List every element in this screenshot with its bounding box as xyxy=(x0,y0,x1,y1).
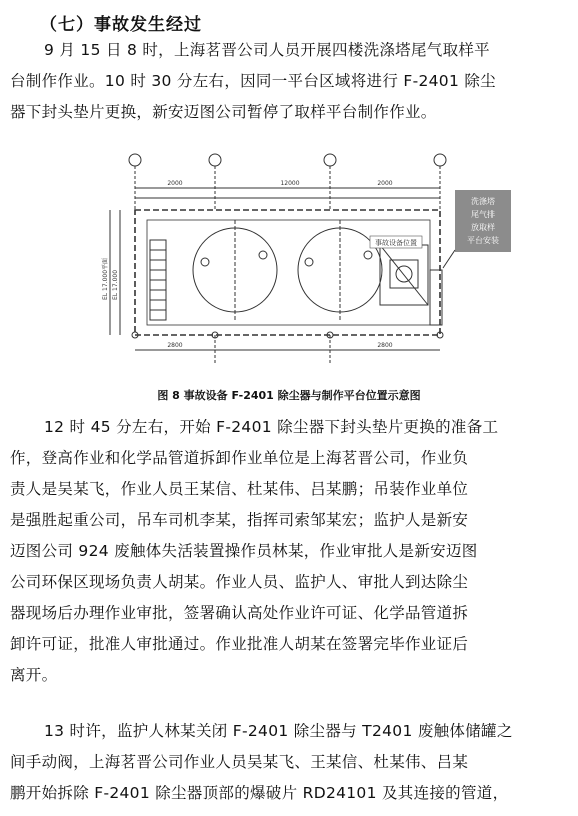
elevation-label: EL 17.000 xyxy=(112,269,119,300)
paragraph-3 xyxy=(10,716,570,809)
paragraph-line: 是强胜起重公司，吊车司机李某，指挥司索邹某宏；监护人是新安 xyxy=(10,511,469,529)
paragraph-line: 鹏开始拆除 F-2401 除尘器顶部的爆破片 RD24101 及其连接的管道， xyxy=(10,784,509,802)
grid-axis-marker xyxy=(434,154,446,166)
callout-line: 平台安装 xyxy=(467,236,499,245)
paragraph-line: 间手动阀，上海茗晋公司作业人员吴某飞、王某信、杜某伟、吕某 xyxy=(10,753,469,771)
paragraph-2 xyxy=(10,412,570,691)
paragraph-line: 作，登高作业和化学品管道拆卸作业单位是上海茗晋公司，作业负 xyxy=(10,449,469,467)
dimension-label: 2800 xyxy=(377,342,393,349)
callout-line: 洗涤塔 xyxy=(471,197,495,206)
grid-axis-marker xyxy=(209,154,221,166)
paragraph-line: 12 时 45 分左右，开始 F-2401 除尘器下封头垫片更换的准备工 xyxy=(44,418,499,436)
paragraph-line: 责人是吴某飞，作业人员王某信、杜某伟、吕某鹏；吊装作业单位 xyxy=(10,480,469,498)
equipment-label: 事故设备位置 xyxy=(375,239,417,247)
dimension-label: 12000 xyxy=(280,180,300,187)
grid-axis-marker xyxy=(324,154,336,166)
section-heading: （七）事故发生经过 xyxy=(40,15,202,35)
callout-line: 尾气排 xyxy=(471,210,495,219)
paragraph-line: 台制作作业。10 时 30 分左右，因同一平台区域将进行 F-2401 除尘 xyxy=(10,72,496,90)
paragraph-line: 器下封头垫片更换，新安迈图公司暂停了取样平台制作作业。 xyxy=(10,103,437,121)
dimension-label: 2000 xyxy=(167,180,183,187)
paragraph-line: 13 时许，监护人林某关闭 F-2401 除尘器与 T2401 废触体储罐之 xyxy=(44,722,513,740)
grid-axis-marker xyxy=(129,154,141,166)
paragraph-line: 公司环保区现场负责人胡某。作业人员、监护人、审批人到达除尘 xyxy=(10,573,469,591)
callout-line: 放取样 xyxy=(471,223,495,232)
elevation-label: EL 17.000平面 xyxy=(102,257,109,300)
paragraph-line: 迈图公司 924 废触体失活装置操作员林某，作业审批人是新安迈图 xyxy=(10,542,478,560)
paragraph-line: 卸许可证，批准人审批通过。作业批准人胡某在签署完毕作业证后 xyxy=(10,635,469,653)
paragraph-line: 离开。 xyxy=(10,666,58,684)
platform-outline xyxy=(135,210,440,335)
layout-diagram xyxy=(95,150,515,375)
dimension-label: 2800 xyxy=(167,342,183,349)
paragraph-line: 器现场后办理作业审批，签署确认高处作业许可证、化学品管道拆 xyxy=(10,604,469,622)
figure-caption: 图 8 事故设备 F-2401 除尘器与制作平台位置示意图 xyxy=(157,389,421,402)
paragraph-line: 9 月 15 日 8 时，上海茗晋公司人员开展四楼洗涤塔尾气取样平 xyxy=(44,41,490,59)
paragraph-1 xyxy=(10,35,570,128)
dimension-label: 2000 xyxy=(377,180,393,187)
